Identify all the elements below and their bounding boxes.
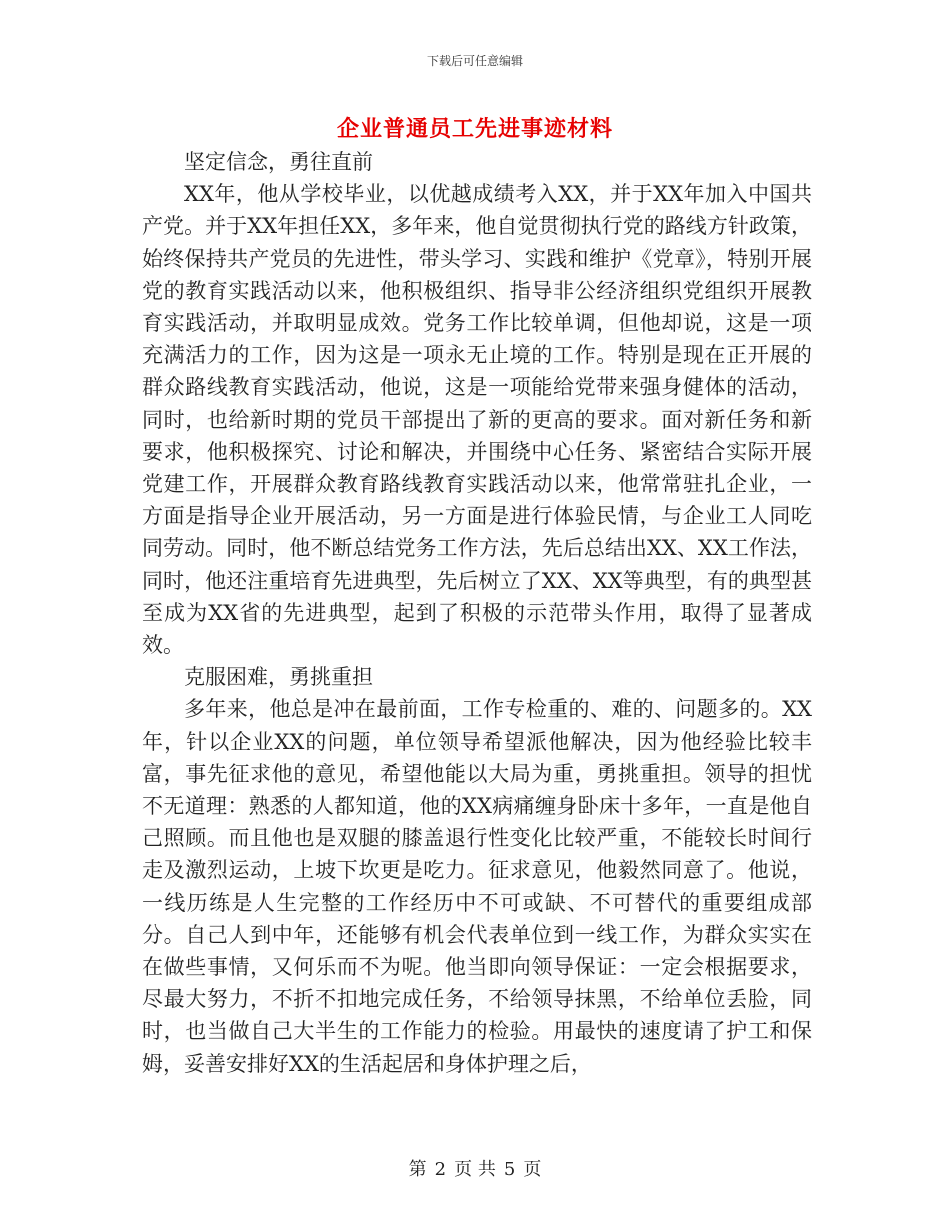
section-heading: 克服困难，勇挑重担 xyxy=(184,665,373,690)
page-total: 5 xyxy=(503,1159,516,1180)
page-prefix: 第 xyxy=(408,1159,427,1180)
document-body xyxy=(142,146,812,1080)
header-note: 下载后可任意编辑 xyxy=(426,54,523,68)
body-paragraph: XX年，他从学校毕业，以优越成绩考入XX，并于XX年加入中国共产党。并于XX年担任XX，多年来，他自觉贯彻执行党的路线方针政策，始终保持共产党员的先进性，带头学习、实践和维护《党章》，特别开展党的教育实践活动以来，他积极组织、指导非公经济组织党组织开展教育实践活动，并取明显成效。党务工作比较单调，但他却说，这是一项充满活力的工作，因为这是一项永无止境的工作。特别是现在正开展的群众路线教育实践活动，他说，这是一项能给党带来强身健体的活动，同时，也给新时期的党员干部提出了新的更高的要求。面对新任务和新要求，他积极探究、讨论和解决，并围绕中心任务、紧密结合实际开展党建工作，开展群众教育路线教育实践活动以来，他常常驻扎企业，一方面是指导企业开展活动，另一方面是进行体验民情，与企业工人同吃同劳动。同时，他不断总结党务工作方法，先后总结出XX、XX工作法，同时，他还注重培育先进典型，先后树立了XX、XX等典型，有的典型甚至成为XX省的先进典型，起到了积极的示范带头作用，取得了显著成效。 xyxy=(142,182,812,658)
document-title: 企业普通员工先进事迹材料 xyxy=(336,117,613,142)
page-suffix: 页 xyxy=(523,1159,542,1180)
page-mid: 页 共 xyxy=(454,1159,496,1180)
page-footer xyxy=(0,1155,950,1181)
body-paragraph: 多年来，他总是冲在最前面，工作专检重的、难的、问题多的。XX年，针以企业XX的问题，单位领导希望派他解决，因为他经验比较丰富，事先征求他的意见，希望他能以大局为重，勇挑重担。领导的担忧不无道理：熟悉的人都知道，他的XX病痛缠身卧床十多年，一直是他自己照顾。而且他也是双腿的膝盖退行性变化比较严重，不能较长时间行走及激烈运动，上坡下坎更是吃力。征求意见，他毅然同意了。他说，一线历练是人生完整的工作经历中不可或缺、不可替代的重要组成部分。自己人到中年，还能够有机会代表单位到一线工作，为群众实实在在做些事情，又何乐而不为呢。他当即向领导保证：一定会根据要求，尽最大努力，不折不扣地完成任务，不给领导抹黑，不给单位丢脸，同时，也当做自己大半生的工作能力的检验。用最快的速度请了护工和保姆，妥善安排好XX的生活起居和身体护理之后， xyxy=(142,697,812,1076)
page-current: 2 xyxy=(434,1159,447,1180)
section-heading: 坚定信念，勇往直前 xyxy=(184,150,373,174)
